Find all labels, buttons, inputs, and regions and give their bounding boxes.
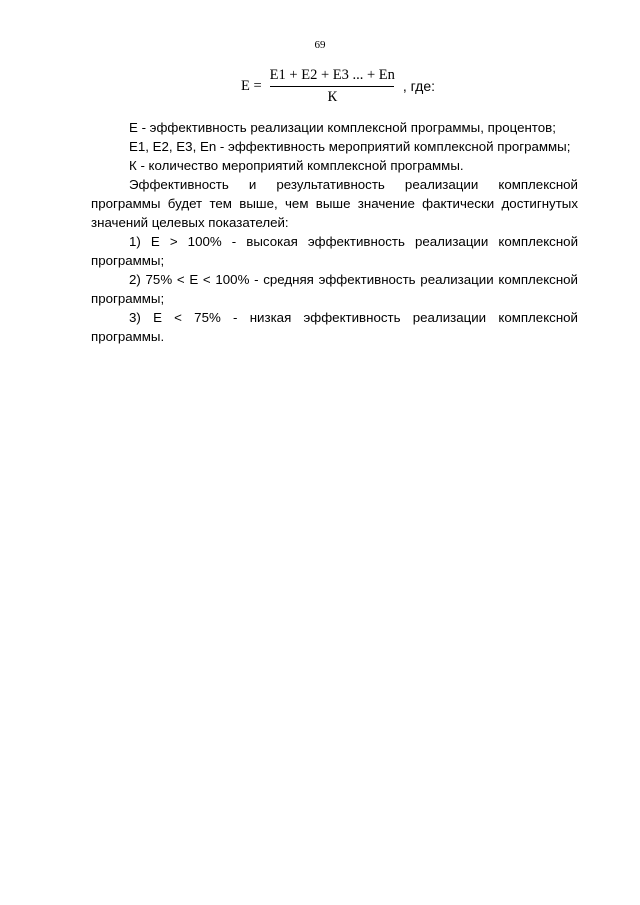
paragraph-k-definition: К - количество мероприятий комплексной программы.	[129, 158, 464, 173]
paragraph-low-efficiency: 3) Е < 75% - низкая эффективность реализации комплексной программы.	[91, 310, 578, 344]
paragraph-efficiency-statement: Эффективность и результативность реализации комплексной программы будет тем выше, чем выше значение фактически достигнутых значений целевых показателей:	[91, 177, 578, 230]
efficiency-formula	[241, 64, 435, 108]
paragraph-medium-efficiency: 2) 75% < Е < 100% - средняя эффективность реализации комплексной программы;	[91, 272, 578, 306]
formula-numerator: E1 + E2 + E3 ... + En	[269, 66, 395, 83]
paragraph-high-efficiency: 1) Е > 100% - высокая эффективность реализации комплексной программы;	[91, 234, 578, 268]
paragraph-e-definition: Е - эффективность реализации комплексной программы, процентов;	[129, 120, 556, 135]
formula-lhs: E =	[241, 77, 262, 94]
page-number: 69	[314, 39, 326, 51]
paragraph-e1-en-definition: Е1, Е2, Е3, Еn - эффективность мероприятий комплексной программы;	[129, 139, 571, 154]
body-text	[91, 118, 578, 346]
formula-fraction	[268, 67, 397, 106]
formula-denominator: К	[270, 86, 394, 106]
formula-suffix: , где:	[402, 78, 435, 94]
